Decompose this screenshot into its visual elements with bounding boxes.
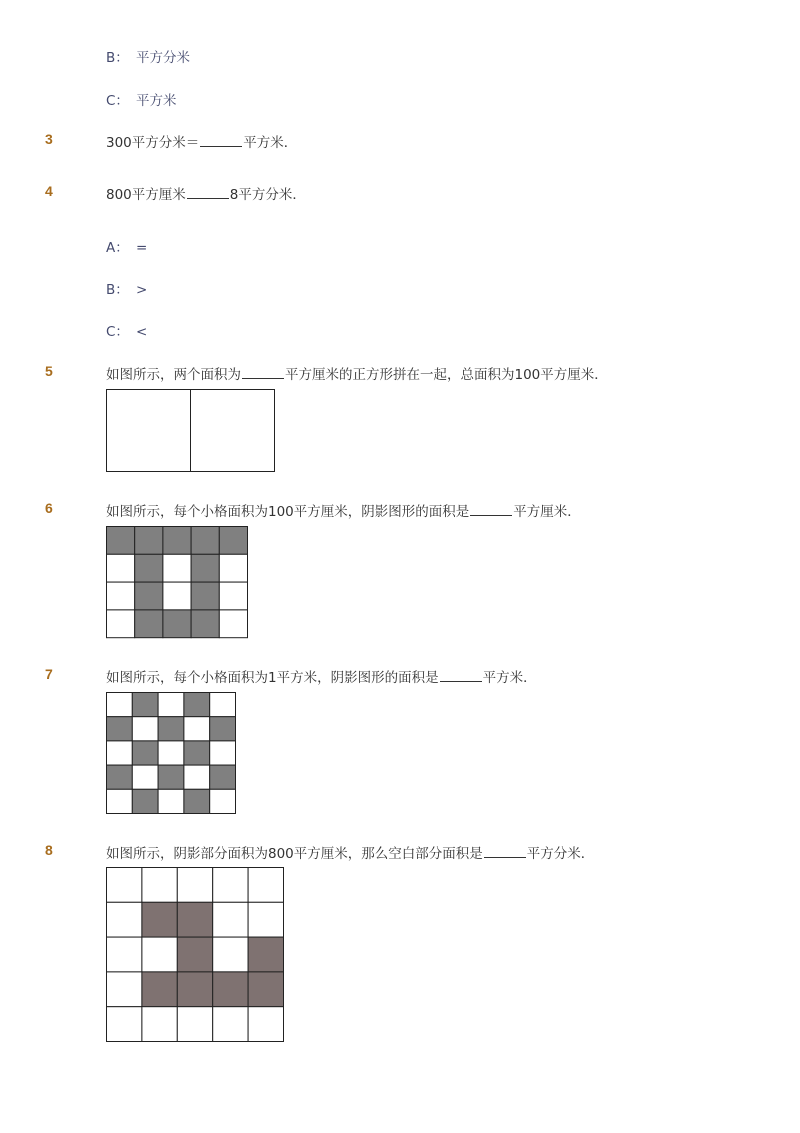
option-label: B： (106, 282, 129, 298)
shaded-cell (184, 741, 210, 765)
grid-cell (210, 789, 236, 813)
option-b[interactable] (106, 278, 147, 298)
question-number: 3 (45, 131, 53, 147)
shaded-cell (135, 527, 163, 555)
grid-cell (184, 717, 210, 741)
shaded-cell (107, 765, 133, 789)
question-text-pre: 如图所示，每个小格面积为100平方厘米，阴影图形的面积是 (106, 504, 470, 520)
grid-cell (107, 610, 135, 638)
grid-cell (248, 868, 283, 903)
shaded-cell (135, 554, 163, 582)
grid-figure (106, 526, 249, 638)
grid-cell (107, 1007, 142, 1042)
grid-cell (177, 868, 212, 903)
shaded-cell (219, 527, 247, 555)
grid-cell (248, 902, 283, 937)
option-text: < (136, 324, 148, 340)
question-number: 8 (45, 842, 53, 858)
option-c[interactable] (106, 320, 147, 340)
shaded-cell (191, 527, 219, 555)
option-text: > (136, 282, 148, 298)
question-text (106, 666, 537, 686)
grid-cell (107, 868, 142, 903)
shaded-cell (132, 693, 158, 717)
option-c[interactable] (106, 89, 177, 109)
grid-cell (163, 582, 191, 610)
shaded-cell (248, 937, 283, 972)
shaded-cell (142, 902, 177, 937)
grid-cell (213, 902, 248, 937)
question-text-pre: 如图所示，阴影部分面积为800平方厘米，那么空白部分面积是 (106, 846, 483, 862)
shaded-cell (132, 741, 158, 765)
shaded-cell (158, 765, 184, 789)
shaded-cell (163, 527, 191, 555)
shaded-cell (184, 693, 210, 717)
grid-cell (107, 972, 142, 1007)
grid-cell (213, 937, 248, 972)
shaded-cell (177, 937, 212, 972)
answer-blank[interactable] (187, 197, 229, 199)
shaded-cell (184, 789, 210, 813)
shaded-cell (163, 610, 191, 638)
answer-blank[interactable] (484, 856, 526, 858)
shaded-cell (210, 717, 236, 741)
answer-blank[interactable] (242, 377, 284, 379)
grid-cell (107, 789, 133, 813)
question-text (106, 183, 306, 203)
answer-blank[interactable] (200, 145, 242, 147)
question-text (106, 131, 297, 151)
answer-blank[interactable] (470, 514, 512, 516)
question-text-post: 8平方分米． (229, 187, 306, 203)
grid-cell (107, 902, 142, 937)
shaded-cell (191, 582, 219, 610)
option-label: C： (106, 324, 129, 340)
question-text-pre: 如图所示，每个小格面积为1平方米，阴影图形的面积是 (106, 670, 439, 686)
option-text: 平方米 (136, 93, 177, 109)
grid-cell (184, 765, 210, 789)
option-a[interactable] (106, 236, 147, 256)
grid-cell (210, 693, 236, 717)
checkerboard-figure (106, 692, 236, 814)
shaded-cell (191, 610, 219, 638)
question-text-post: 平方米． (482, 670, 537, 686)
grid-cell (219, 610, 247, 638)
question-text (106, 500, 581, 520)
question-text (106, 363, 608, 383)
grid-cell (158, 693, 184, 717)
grid-cell (107, 582, 135, 610)
shaded-cell (135, 610, 163, 638)
grid-cell (213, 868, 248, 903)
option-label: C： (106, 93, 129, 109)
question-text-pre: 800平方厘米 (106, 187, 186, 203)
shaded-cell (107, 717, 133, 741)
option-b[interactable] (106, 46, 190, 66)
grid-cell (132, 765, 158, 789)
question-number: 7 (45, 666, 53, 682)
question-text-post: 平方分米． (526, 846, 595, 862)
question-text-pre: 300平方分米＝ (106, 135, 200, 151)
grid-cell (248, 1007, 283, 1042)
grid-cell (177, 1007, 212, 1042)
grid-cell (142, 1007, 177, 1042)
grid-cell (213, 1007, 248, 1042)
shaded-cell (132, 789, 158, 813)
question-text-post: 平方厘米． (513, 504, 581, 520)
question-number: 5 (45, 363, 53, 379)
grid-cell (107, 937, 142, 972)
grid-cell (107, 741, 133, 765)
shaded-cell (213, 972, 248, 1007)
grid-cell (210, 741, 236, 765)
grid-cell (158, 789, 184, 813)
question-number: 6 (45, 500, 53, 516)
answer-blank[interactable] (440, 680, 482, 682)
grid-cell (163, 554, 191, 582)
option-text: 平方分米 (136, 50, 190, 66)
grid-cell (107, 554, 135, 582)
grid-cell (219, 554, 247, 582)
question-text-pre: 如图所示，两个面积为 (106, 367, 241, 383)
grid-cell (219, 582, 247, 610)
shaded-cell (107, 527, 135, 555)
grid-cell (132, 717, 158, 741)
option-label: A： (106, 240, 129, 256)
two-squares-figure (106, 389, 276, 473)
grid-cell (158, 741, 184, 765)
grid-cell (107, 693, 133, 717)
shaded-cell (191, 554, 219, 582)
question-text-post: 平方米． (243, 135, 298, 151)
grid-cell (142, 937, 177, 972)
shaded-cell (210, 765, 236, 789)
shaded-cell (142, 972, 177, 1007)
question-text-post: 平方厘米的正方形拼在一起，总面积为100平方厘米． (285, 367, 608, 383)
shaded-shape-figure (106, 867, 285, 1043)
option-text: = (136, 240, 148, 256)
question-number: 4 (45, 183, 53, 199)
grid-cell (142, 868, 177, 903)
shaded-cell (135, 582, 163, 610)
shaded-cell (248, 972, 283, 1007)
option-label: B： (106, 50, 129, 66)
shaded-cell (177, 902, 212, 937)
question-text (106, 842, 594, 862)
shaded-cell (177, 972, 212, 1007)
shaded-cell (158, 717, 184, 741)
